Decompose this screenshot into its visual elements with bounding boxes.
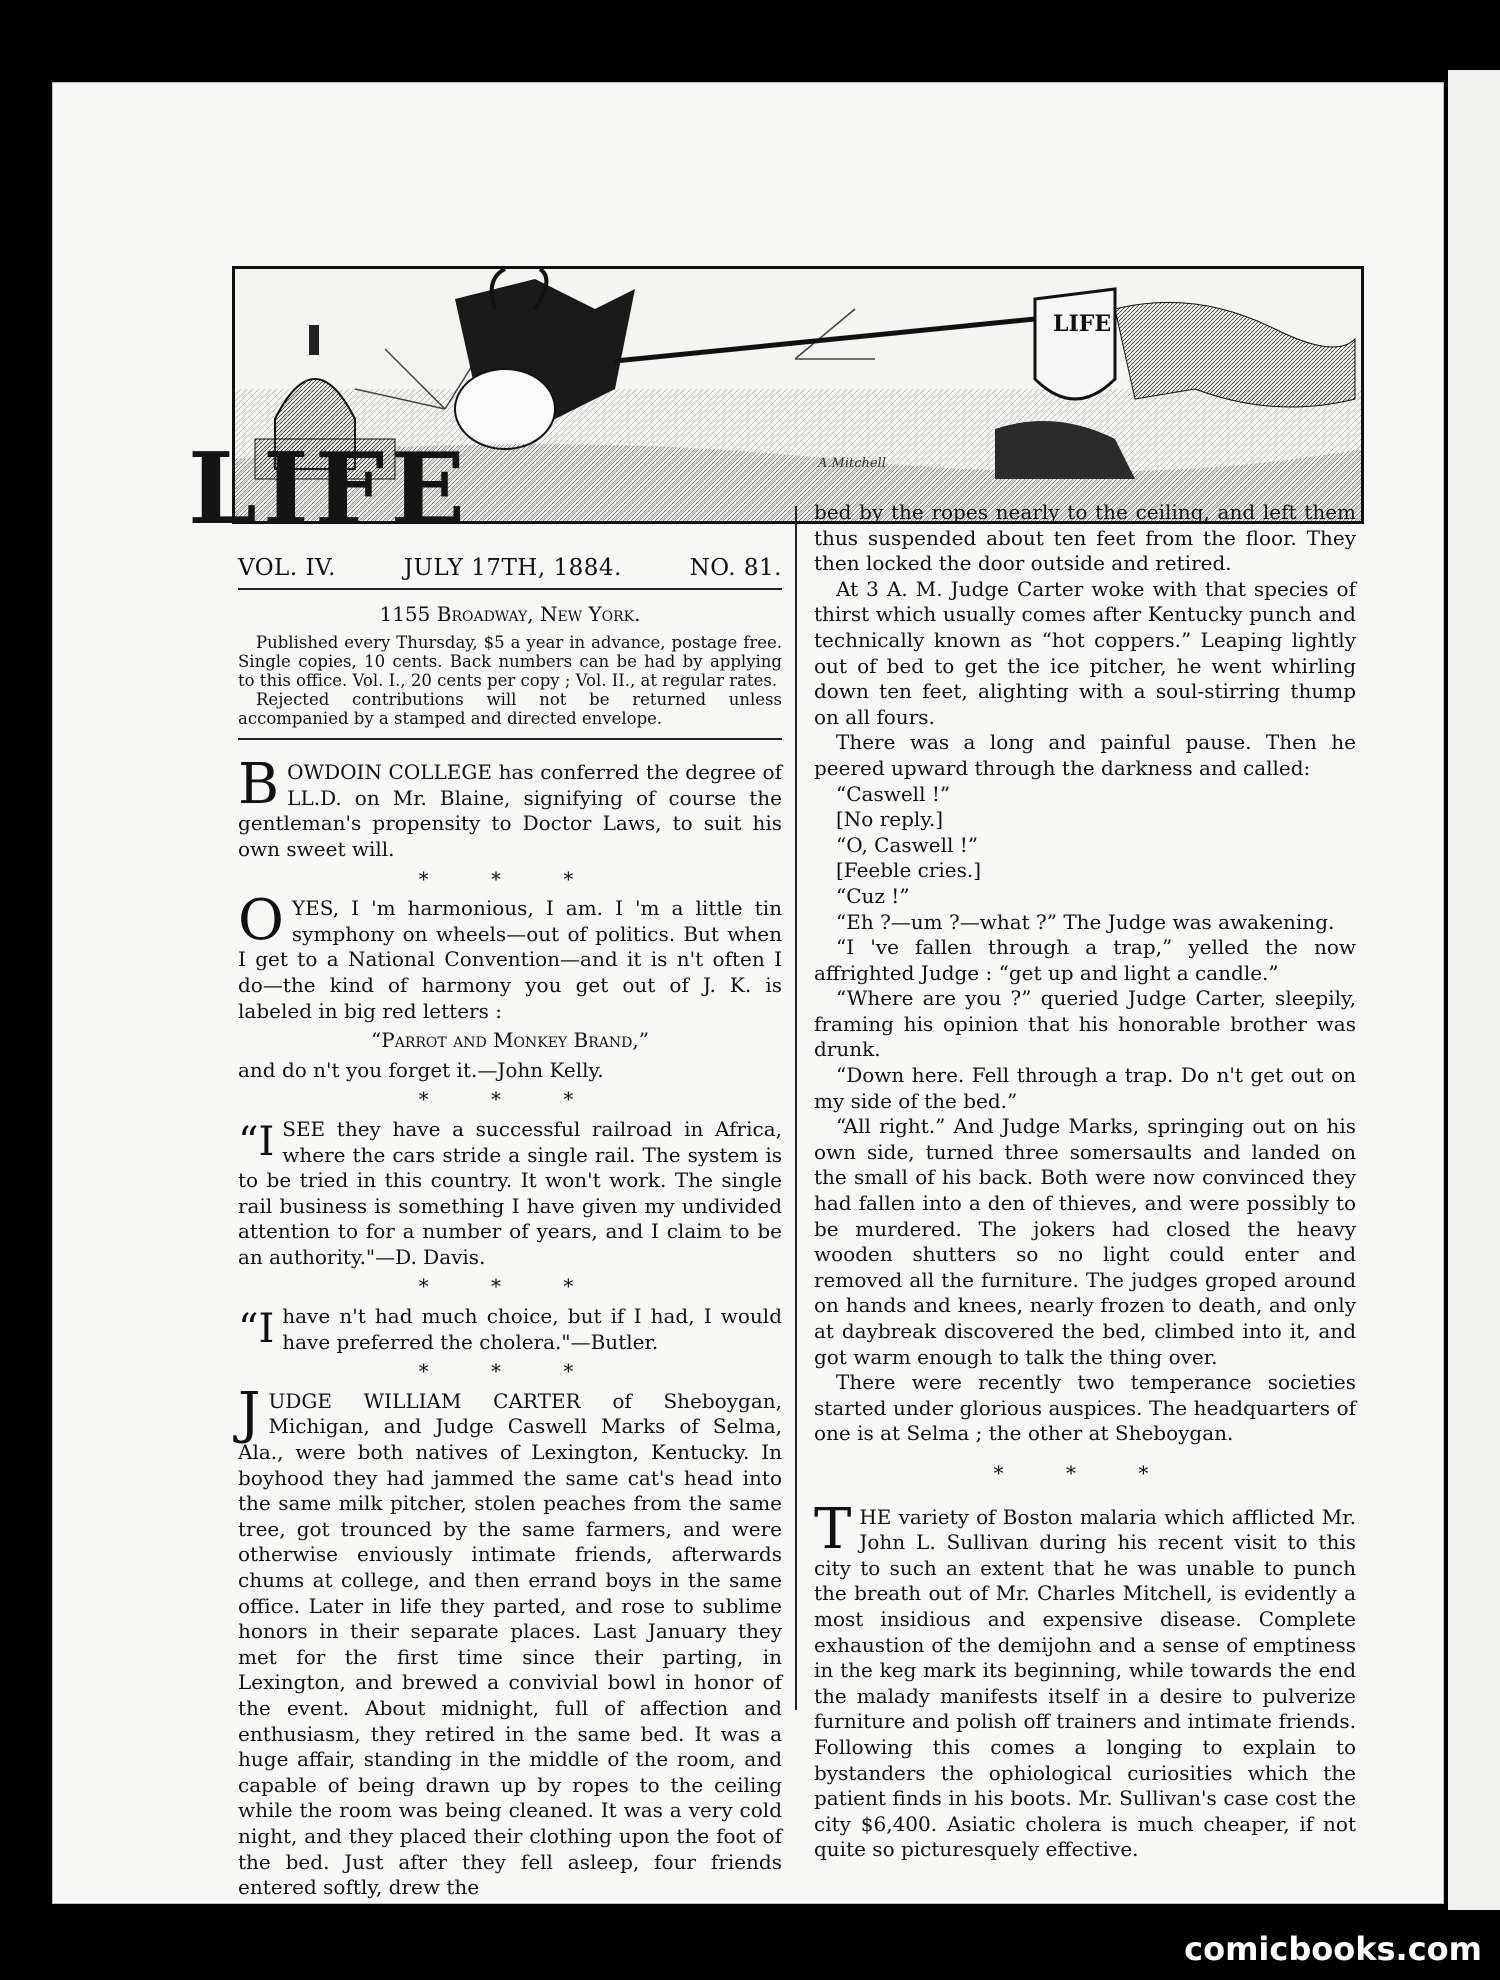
paragraph: There were recently two temperance societies started under glorious auspices. The headquarters of one is at Selma ; the other at Sheboygan. — [814, 1370, 1356, 1446]
paragraph: “Down here. Fell through a trap. Do n't get out on my side of the bed.” — [814, 1063, 1356, 1113]
drop-cap: T — [814, 1496, 852, 1562]
drop-cap: O — [238, 888, 284, 954]
item-text: have n't had much choice, but if I had, I would have preferred the cholera."—Butler. — [282, 1304, 782, 1354]
left-column — [238, 520, 782, 1901]
paragraph: “I 've fallen through a trap,” yelled the now affrighted Judge : “get up and light a candle.” — [814, 935, 1356, 985]
right-column — [814, 500, 1356, 1863]
drop-cap: J — [238, 1380, 261, 1446]
office-address: 1155 Broadway, New York. — [379, 601, 641, 626]
paragraph: “Where are you ?” queried Judge Carter, sleepily, framing his opinion that his honorable brother was drunk. — [814, 986, 1356, 1062]
notice-paragraph: Rejected contributions will not be returned unless accompanied by a stamped and directed envelope. — [238, 690, 782, 729]
item-judges — [238, 1380, 782, 1901]
item-cholera — [238, 1304, 782, 1355]
issue-date: JULY 17TH, 1884. — [403, 555, 622, 581]
dialogue-line: “Caswell !” — [836, 781, 951, 806]
drop-cap: B — [238, 752, 280, 818]
item-malaria — [814, 1496, 1356, 1863]
svg-text:LIFE: LIFE — [1053, 311, 1112, 337]
section-break: * * * — [418, 1359, 602, 1384]
item-railroad — [238, 1117, 782, 1271]
dialogue-line: “Cuz !” — [836, 883, 910, 908]
paragraph: At 3 A. M. Judge Carter woke with that species of thirst which usually comes after Kentucky punch and technically known as “hot coppers.” Leaping lightly out of bed to get the ice pitcher, he went whirling down ten feet, alighting with a soul-stirring thump on all fours. — [814, 576, 1356, 729]
artist-signature: A.Mitchell — [818, 456, 886, 471]
section-break: * * * — [418, 866, 602, 891]
dialogue-line: “O, Caswell !” — [836, 832, 979, 857]
dialogue-line: [No reply.] — [836, 807, 944, 832]
column-rule — [795, 506, 797, 1710]
item-text: SEE they have a successful railroad in Africa, where the cars stride a single rail. The system is to be tried in this country. It won't work. The single rail business is something I have given my undivided attention to for a number of years, and I claim to be an authority."—D. Davis. — [238, 1116, 782, 1269]
brand-line: “Parrot and Monkey Brand,” — [371, 1028, 649, 1053]
paragraph: There was a long and painful pause. Then he peered upward through the darkness and called: — [814, 730, 1356, 780]
item-text: OWDOIN COLLEGE has conferred the degree of LL.D. on Mr. Blaine, signifying of course the gentleman's propensity to Doctor Laws, to suit his own sweet will. — [238, 760, 782, 861]
paragraph: “All right.” And Judge Marks, springing out on his own side, turned three somersaults and landed on the small of his back. Both were now convinced they had fallen into a den of thieves, and were possibly to be murdered. The jokers had closed the heavy wooden shutters so no light could enter and removed all the furniture. The judges groped around on hands and knees, nearly frozen to death, and only at daybreak discovered the bed, climbed into it, and got warm enough to talk the thing over. — [814, 1114, 1356, 1369]
item-text: UDGE WILLIAM CARTER of Sheboygan, Michigan, and Judge Caswell Marks of Selma, Ala., were both natives of Lexington, Kentucky. In boyhood they had jammed the same cat's head into the same milk pitcher, stolen peaches from the same tree, got trounced by the same farmers, and were otherwise enviously intimate friends, afterwards chums at college, and then errand boys in the same office. Later in life they parted, and rose to sublime honors in their separate places. Last January they met for the first time since their parting, in Lexington, and brewed a convivial bowl in honor of the event. About midnight, full of affection and enthusiasm, they retired in the same bed. It was a huge affair, standing in the middle of the room, and capable of being drawn up by ropes to the ceiling while the room was being cleaned. It was a very cold night, and they placed their clothing upon the foot of the bed. Just after they fell asleep, four friends entered softly, drew the — [238, 1388, 782, 1900]
drop-cap: “I — [238, 1118, 275, 1165]
item-text: YES, I 'm harmonious, I am. I 'm a little tin symphony on wheels—out of politics. But when I get to a National Convention—and it is n't often I do—the kind of harmony you get out of J. K. is labeled in big red letters : — [238, 896, 782, 1023]
issue-number: NO. 81. — [689, 555, 782, 581]
section-break: * * * — [418, 1274, 602, 1299]
volume-number: VOL. IV. — [238, 555, 336, 581]
issue-line — [238, 520, 782, 590]
divider — [238, 738, 782, 740]
masthead-title: LIFE — [188, 432, 472, 547]
dialogue-line: [Feeble cries.] — [836, 858, 982, 883]
item-signoff: and do n't you forget it.—John Kelly. — [238, 1057, 604, 1082]
item-bowdoin — [238, 752, 782, 862]
paragraph: “Eh ?—um ?—what ?” The Judge was awakening. — [836, 909, 1335, 934]
paragraph: bed by the ropes nearly to the ceiling, and left them thus suspended about ten feet from the floor. They then locked the door outside and retired. — [814, 500, 1356, 576]
subscription-notice — [238, 633, 782, 728]
site-watermark: comicbooks.com — [1184, 1930, 1482, 1968]
item-oyes — [238, 888, 782, 1024]
section-break: * * * — [418, 1087, 602, 1112]
drop-cap: “I — [238, 1306, 275, 1353]
facing-page-edge — [1448, 70, 1500, 1910]
item-text: HE variety of Boston malaria which afflicted Mr. John L. Sullivan during his recent visit to this city to such an extent that he was unable to punch the breath out of Mr. Charles Mitchell, is evidently a most insidious and expensive disease. Complete exhaustion of the demijohn and a sense of emptiness in the keg mark its beginning, while towards the end the malady manifests itself in a desire to pulverize furniture and polish off trainers and intimate friends. Following this comes a longing to explain to bystanders the ophiological curiosities which the patient finds in his boots. Mr. Sullivan's case cost the city $6,400. Asiatic cholera is much cheaper, if not quite so picturesquely effective. — [814, 1504, 1356, 1862]
section-break: * * * — [993, 1460, 1177, 1485]
notice-paragraph: Published every Thursday, $5 a year in advance, postage free. Single copies, 10 cents. Back numbers can be had by applying to this office. Vol. I., 20 cents per copy ; Vol. II., at regular rates. — [238, 633, 782, 691]
